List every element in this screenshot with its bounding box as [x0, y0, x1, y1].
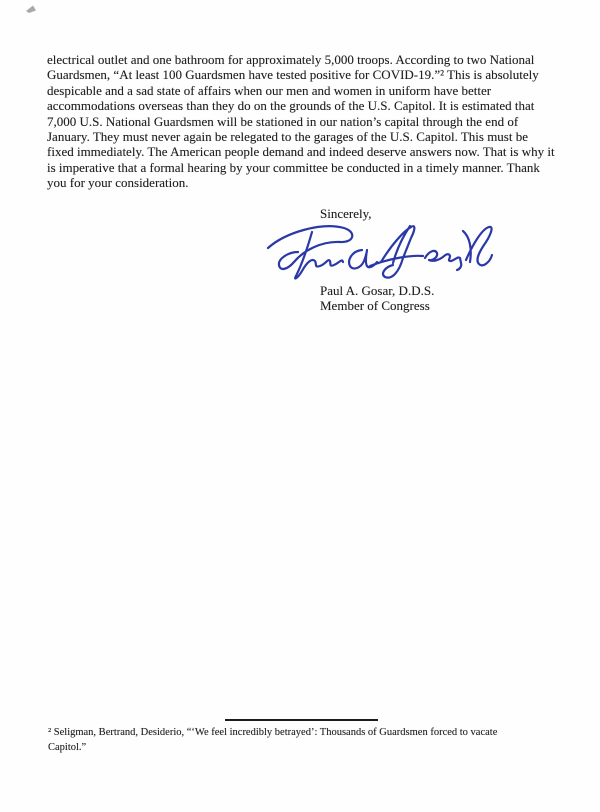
letter-body-paragraph: electrical outlet and one bathroom for approximately 5,000 troops. According to two National Guardsmen, “At least 100 Guardsmen have tested positive for COVID-19.”² This is absolutely despicable and a sad state of affairs when our men and women in uniform have better accommodations overseas than they do on the grounds of the U.S. Capitol. It is estimated that 7,000 U.S. National Guardsmen will be stationed in our nation’s capital through the end of January. They must never again be relegated to the garages of the U.S. Capitol. This must be fixed immediately. The American people demand and indeed deserve answers now. That is why it is imperative that a formal hearing by your committee be conducted in a timely manner. Thank you for your consideration. [47, 52, 555, 191]
closing-salutation: Sincerely, [320, 206, 372, 221]
signature-stroke-osar [425, 251, 461, 270]
scan-artifact-mark [24, 4, 38, 14]
signer-title: Member of Congress [320, 298, 430, 313]
signer-name: Paul A. Gosar, D.D.S. [320, 283, 435, 298]
footnote-separator [225, 719, 378, 721]
handwritten-signature-image [260, 218, 495, 288]
signature-stroke-dds [463, 227, 492, 265]
footnote-text: ² Seligman, Bertrand, Desiderio, “‘We feel incredibly betrayed’: Thousands of Guardsmen forced to vacate Capitol.” [48, 727, 498, 753]
signature-stroke-g [370, 226, 423, 278]
